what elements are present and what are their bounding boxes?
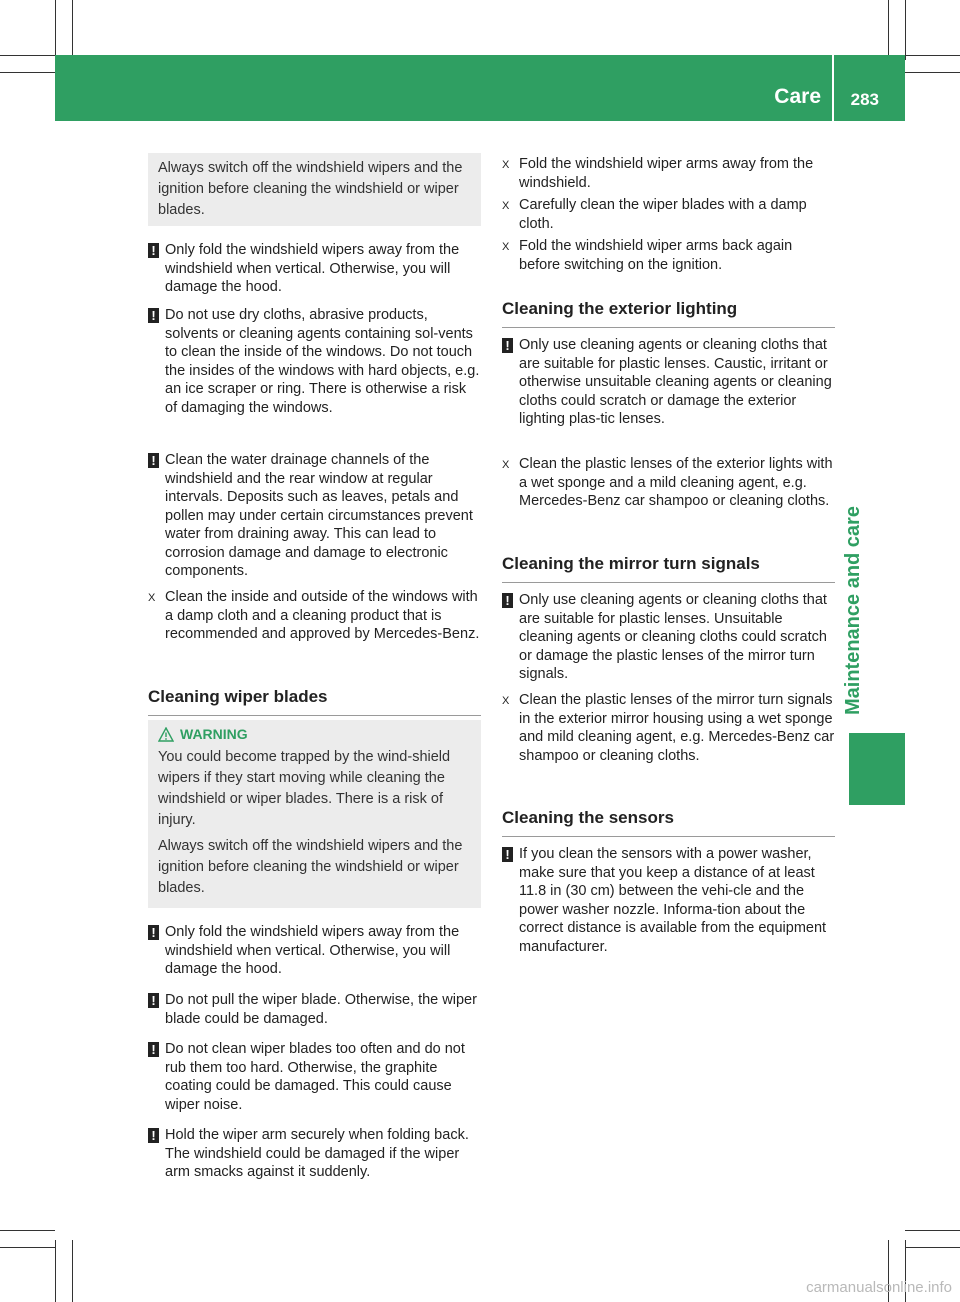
section-heading: Cleaning the exterior lighting	[502, 299, 835, 328]
step	[148, 588, 481, 644]
note-text: Only fold the windshield wipers away from the windshield when vertical. Otherwise, you will damage the hood.	[165, 924, 460, 977]
exclamation-icon: !	[502, 338, 513, 353]
note-text: Do not use dry cloths, abrasive products, solvents or cleaning agents containing sol-vents to clean the inside of the windows. Do not touch the insides of the windows with hard objects, e.g. an ice scraper or ring. There is otherwise a risk of damaging the windows.	[165, 307, 480, 416]
note-text: Only fold the windshield wipers away from the windshield when vertical. Otherwise, you will damage the hood.	[165, 242, 460, 295]
step	[502, 155, 835, 192]
exclamation-icon: !	[148, 1128, 159, 1143]
step	[502, 455, 835, 511]
crop-mark	[0, 1247, 55, 1248]
crop-mark	[55, 0, 56, 60]
exclamation-icon: !	[148, 993, 159, 1008]
info-box-text: Always switch off the windshield wipers and the ignition before cleaning the windshield or wiper blades.	[158, 160, 463, 218]
step-text: Fold the windshield wiper arms away from the windshield.	[519, 156, 814, 191]
note-text: If you clean the sensors with a power washer, make sure that you keep a distance of at least 11.8 in (30 cm) between the vehi-cle and the power washer nozzle. Informa-tion about the correct distance is available from the equipment manufacturer.	[519, 846, 827, 955]
step-arrow-icon: X	[148, 592, 156, 604]
exclamation-icon: !	[148, 453, 159, 468]
page-header	[55, 55, 905, 121]
crop-mark	[0, 1230, 55, 1231]
note	[502, 591, 835, 684]
warning-triangle-icon	[158, 727, 174, 742]
exclamation-icon: !	[148, 1042, 159, 1057]
note	[502, 845, 835, 956]
warning-box	[148, 720, 481, 908]
warning-text: You could become trapped by the wind-shield wipers if they start moving while cleaning the windshield or wiper blades. There is a risk of injury.	[158, 749, 451, 828]
crop-mark	[72, 0, 73, 60]
step-arrow-icon: X	[502, 241, 510, 253]
step-arrow-icon: X	[502, 200, 510, 212]
crop-mark	[0, 55, 55, 56]
header-divider	[832, 55, 834, 121]
step-arrow-icon: X	[502, 159, 510, 171]
warning-text: Always switch off the windshield wipers and the ignition before cleaning the windshield or wiper blades.	[158, 838, 463, 896]
exclamation-icon: !	[502, 593, 513, 608]
note	[148, 1126, 481, 1182]
note	[502, 336, 835, 429]
exclamation-icon: !	[148, 243, 159, 258]
note	[148, 451, 481, 581]
crop-mark	[72, 1240, 73, 1302]
note-text: Only use cleaning agents or cleaning cloths that are suitable for plastic lenses. Unsuitable cleaning agents or cleaning cloths could scratch or damage the plastic lenses of the mirror turn signals.	[519, 592, 827, 682]
step	[502, 196, 835, 233]
crop-mark	[0, 72, 55, 73]
crop-mark	[905, 1230, 960, 1231]
note-text: Hold the wiper arm securely when folding back. The windshield could be damaged if the wiper arm smacks against it suddenly.	[165, 1127, 469, 1180]
exclamation-icon: !	[148, 925, 159, 940]
crop-mark	[55, 1240, 56, 1302]
step-text: Carefully clean the wiper blades with a damp cloth.	[519, 197, 807, 232]
step-text: Fold the windshield wiper arms back again before switching on the ignition.	[519, 238, 793, 273]
step-text: Clean the plastic lenses of the mirror turn signals in the exterior mirror housing using a wet sponge and mild cleaning agent, e.g. Mercedes-Benz car shampoo or cleaning cloths.	[519, 692, 835, 764]
note-text: Do not pull the wiper blade. Otherwise, the wiper blade could be damaged.	[165, 992, 477, 1027]
section-heading: Cleaning wiper blades	[148, 687, 481, 716]
info-box	[148, 153, 481, 226]
step-arrow-icon: X	[502, 459, 510, 471]
note-text: Clean the water drainage channels of the windshield and the rear window at regular intervals. Deposits such as leaves, petals and pollen may under certain circumstances prevent water from draining away. This can lead to corrosion damage and damage to electronic components.	[165, 452, 473, 579]
note	[148, 923, 481, 979]
exclamation-icon: !	[148, 308, 159, 323]
warning-title	[158, 724, 471, 745]
note-text: Do not clean wiper blades too often and do not rub them too hard. Otherwise, the graphite coating could be damaged. This could cause wiper noise.	[165, 1041, 465, 1113]
crop-mark	[905, 1247, 960, 1248]
step-text: Clean the inside and outside of the windows with a damp cloth and a cleaning product that is recommended and approved by Mercedes-Benz.	[165, 589, 480, 642]
section-heading: Cleaning the sensors	[502, 808, 835, 837]
crop-mark	[905, 0, 906, 60]
crop-mark	[905, 72, 960, 73]
exclamation-icon: !	[502, 847, 513, 862]
note-text: Only use cleaning agents or cleaning cloths that are suitable for plastic lenses. Caustic, irritant or otherwise unsuitable cleaning agents or cleaning cloths could scratch or damage the exterior lighting plas-tic lenses.	[519, 337, 832, 427]
note	[148, 991, 481, 1028]
step	[502, 237, 835, 274]
step-text: Clean the plastic lenses of the exterior lights with a wet sponge and a mild cleaning agent, e.g. Mercedes-Benz car shampoo or cleaning cloths.	[519, 456, 833, 509]
crop-mark	[888, 0, 889, 60]
section-heading: Cleaning the mirror turn signals	[502, 554, 835, 583]
side-tab-label: Maintenance and care	[842, 506, 864, 715]
watermark: carmanualsonline.info	[806, 1279, 952, 1296]
note	[148, 306, 481, 417]
note	[148, 241, 481, 297]
warning-label: WARNING	[180, 726, 248, 742]
crop-mark	[905, 55, 960, 56]
section-title: Care	[774, 85, 821, 108]
step-arrow-icon: X	[502, 695, 510, 707]
note	[148, 1040, 481, 1114]
page-number: 283	[850, 90, 879, 109]
side-tab-block	[849, 733, 905, 805]
step	[502, 691, 835, 765]
